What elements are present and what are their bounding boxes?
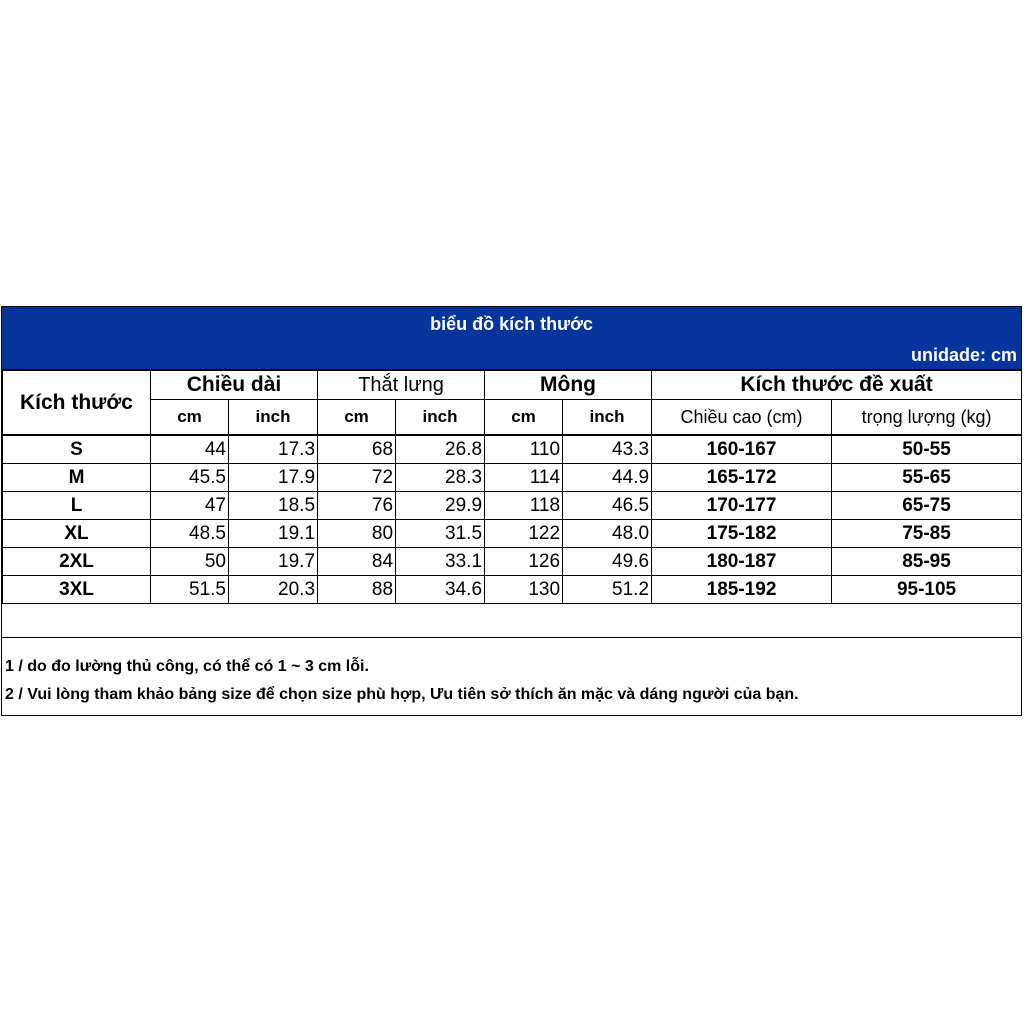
size-chart bbox=[1, 306, 1022, 716]
header-waist-cm: cm bbox=[318, 400, 396, 436]
note-2: 2 / Vui lòng tham khảo bảng size để chọn size phù hợp, Ưu tiên sở thích ăn mặc và dáng người của bạn. bbox=[5, 686, 799, 703]
cell-weight: 55-65 bbox=[832, 464, 1022, 492]
cell-size: 3XL bbox=[3, 576, 151, 604]
cell-size: XL bbox=[3, 520, 151, 548]
cell-height: 165-172 bbox=[652, 464, 832, 492]
cell-hip-inch: 43.3 bbox=[563, 435, 652, 464]
cell-hip-cm: 126 bbox=[485, 548, 563, 576]
cell-waist-cm: 68 bbox=[318, 435, 396, 464]
cell-height: 170-177 bbox=[652, 492, 832, 520]
header-weight: trọng lượng (kg) bbox=[832, 400, 1022, 436]
cell-hip-inch: 48.0 bbox=[563, 520, 652, 548]
header-hip-cm: cm bbox=[485, 400, 563, 436]
unit-label: unidade: cm bbox=[910, 345, 1017, 365]
cell-length-inch: 18.5 bbox=[229, 492, 318, 520]
header-length-inch: inch bbox=[229, 400, 318, 436]
cell-height: 175-182 bbox=[652, 520, 832, 548]
chart-title: biểu đồ kích thước bbox=[430, 314, 593, 334]
cell-length-inch: 20.3 bbox=[229, 576, 318, 604]
cell-waist-inch: 28.3 bbox=[396, 464, 485, 492]
cell-waist-inch: 33.1 bbox=[396, 548, 485, 576]
cell-size: S bbox=[3, 435, 151, 464]
table-row bbox=[3, 520, 1022, 548]
cell-waist-inch: 29.9 bbox=[396, 492, 485, 520]
cell-length-cm: 51.5 bbox=[151, 576, 229, 604]
size-table bbox=[2, 371, 1022, 604]
cell-waist-inch: 34.6 bbox=[396, 576, 485, 604]
cell-weight: 50-55 bbox=[832, 435, 1022, 464]
cell-weight: 95-105 bbox=[832, 576, 1022, 604]
cell-length-cm: 50 bbox=[151, 548, 229, 576]
header-recommend: Kích thước đề xuất bbox=[652, 371, 1022, 400]
cell-length-cm: 48.5 bbox=[151, 520, 229, 548]
cell-hip-cm: 110 bbox=[485, 435, 563, 464]
cell-length-cm: 47 bbox=[151, 492, 229, 520]
header-hip-inch: inch bbox=[563, 400, 652, 436]
notes-section bbox=[2, 637, 1021, 715]
cell-weight: 75-85 bbox=[832, 520, 1022, 548]
cell-weight: 85-95 bbox=[832, 548, 1022, 576]
cell-waist-cm: 84 bbox=[318, 548, 396, 576]
header-waist: Thắt lưng bbox=[318, 371, 485, 400]
cell-hip-cm: 114 bbox=[485, 464, 563, 492]
cell-hip-inch: 44.9 bbox=[563, 464, 652, 492]
cell-waist-cm: 72 bbox=[318, 464, 396, 492]
cell-size: 2XL bbox=[3, 548, 151, 576]
header-length-cm: cm bbox=[151, 400, 229, 436]
table-row bbox=[3, 435, 1022, 464]
cell-waist-cm: 80 bbox=[318, 520, 396, 548]
cell-hip-inch: 49.6 bbox=[563, 548, 652, 576]
cell-length-inch: 17.9 bbox=[229, 464, 318, 492]
cell-length-inch: 17.3 bbox=[229, 435, 318, 464]
cell-hip-inch: 46.5 bbox=[563, 492, 652, 520]
cell-length-inch: 19.1 bbox=[229, 520, 318, 548]
table-row bbox=[3, 548, 1022, 576]
cell-waist-cm: 76 bbox=[318, 492, 396, 520]
cell-height: 180-187 bbox=[652, 548, 832, 576]
title-banner bbox=[2, 307, 1021, 371]
note-1: 1 / do đo lường thủ công, có thể có 1 ~ 3 cm lỗi. bbox=[5, 658, 369, 675]
cell-waist-inch: 31.5 bbox=[396, 520, 485, 548]
header-length: Chiều dài bbox=[151, 371, 318, 400]
cell-height: 185-192 bbox=[652, 576, 832, 604]
cell-hip-cm: 122 bbox=[485, 520, 563, 548]
header-size: Kích thước bbox=[3, 371, 151, 435]
table-row bbox=[3, 492, 1022, 520]
header-waist-inch: inch bbox=[396, 400, 485, 436]
cell-hip-inch: 51.2 bbox=[563, 576, 652, 604]
table-row bbox=[3, 464, 1022, 492]
cell-length-cm: 44 bbox=[151, 435, 229, 464]
cell-length-inch: 19.7 bbox=[229, 548, 318, 576]
cell-hip-cm: 130 bbox=[485, 576, 563, 604]
header-height: Chiều cao (cm) bbox=[652, 400, 832, 436]
cell-waist-cm: 88 bbox=[318, 576, 396, 604]
cell-size: M bbox=[3, 464, 151, 492]
cell-weight: 65-75 bbox=[832, 492, 1022, 520]
cell-hip-cm: 118 bbox=[485, 492, 563, 520]
cell-size: L bbox=[3, 492, 151, 520]
header-hip: Mông bbox=[485, 371, 652, 400]
cell-waist-inch: 26.8 bbox=[396, 435, 485, 464]
cell-height: 160-167 bbox=[652, 435, 832, 464]
table-row bbox=[3, 576, 1022, 604]
cell-length-cm: 45.5 bbox=[151, 464, 229, 492]
